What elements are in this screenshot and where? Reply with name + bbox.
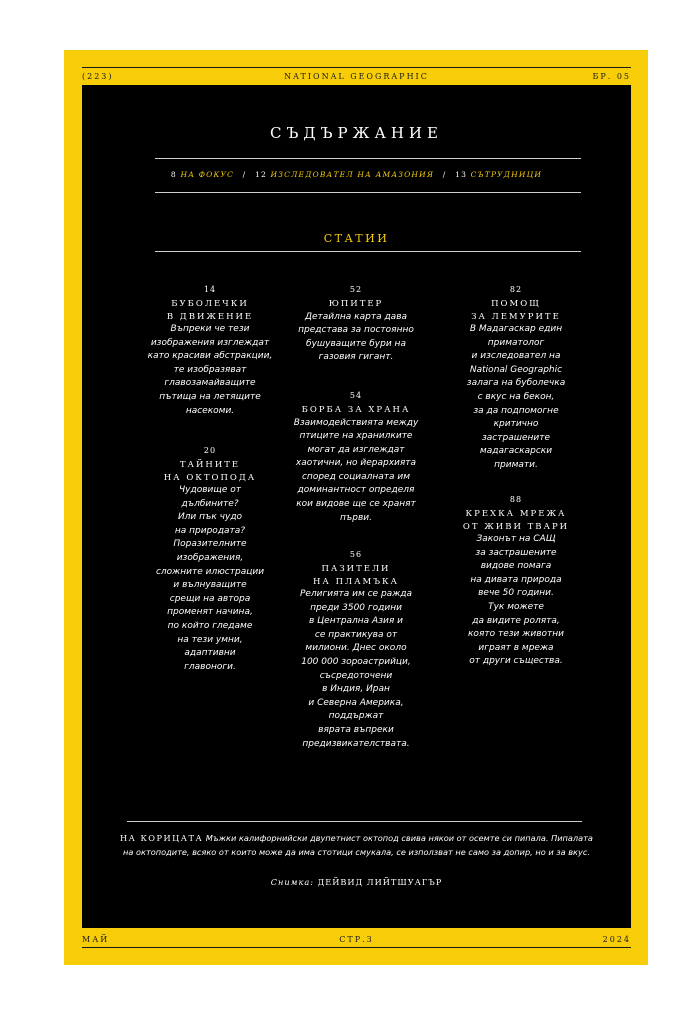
article-title: КРЕХКА МРЕЖА ОТ ЖИВИ ТВАРИ (462, 509, 570, 532)
article-description: Детайлна карта дава представа за постоянно бушуващите бури на газовия гигант. (298, 311, 414, 363)
description-highlight: National Geographic (469, 364, 563, 375)
footer-month: МАЙ (82, 934, 110, 944)
divider (127, 821, 582, 822)
article-card[interactable] (426, 494, 606, 669)
divider (155, 158, 581, 159)
article-title: ЮПИТЕР (328, 299, 384, 309)
article-title: БУБОЛЕЧКИ В ДВИЖЕНИЕ (166, 299, 254, 322)
article-title: ПОМОЩ ЗА ЛЕМУРИТЕ (471, 299, 561, 322)
nav-page-number: 13 (455, 170, 468, 179)
page-number: СТР.3 (339, 934, 374, 944)
footer-rule-bottom (82, 947, 631, 948)
article-page-number: 54 (349, 391, 363, 400)
article-description: Въпреки че тези изображения изглеждат като красиви абстракции, те изобразяват главозамайващите пътища на летящите насекоми. (147, 324, 273, 416)
article-description: Взаимодействията между птиците на хранилките могат да изглеждат хаотични, но йерархията според социалната им доминантност определя кои видове ще се хранят първи. (293, 417, 419, 523)
nav-separator: / (442, 170, 447, 179)
article-description: Чудовище от дълбините? Или пък чудо на природата? Поразителните изображения, сложните илюстрации и вълнуващите срещи на автора променят начина, по който гледаме на тези умни, адаптивни главоноги. (155, 485, 265, 672)
article-page-number: 88 (509, 495, 523, 504)
section-title: СТАТИИ (323, 232, 390, 245)
nav-page-number: 8 (170, 170, 177, 179)
nav-link-focus[interactable]: НА ФОКУС (180, 170, 235, 179)
header-rule-top (82, 67, 631, 68)
article-card[interactable] (266, 390, 446, 525)
article-card[interactable] (426, 284, 606, 473)
footer-bar (82, 932, 631, 946)
photographer-name: ДЕЙВИД ЛИЙТШУАГЪР (317, 877, 443, 887)
footer-year: 2024 (602, 934, 631, 944)
description-text: залага на буболечка с вкус на бекон, за да подпомогне критично застрашените мадагаскарски примати. (466, 378, 566, 470)
header-bar (82, 69, 631, 83)
article-page-number: 14 (203, 285, 217, 294)
article-title: ПАЗИТЕЛИ НА ПЛАМЪКА (313, 564, 399, 587)
nav-page-number: 12 (254, 170, 267, 179)
article-card[interactable] (266, 549, 446, 751)
photo-credit-label: Снимка: (270, 877, 314, 887)
nav-link-amazon-explorer[interactable]: ИЗСЛЕДОВАТЕЛ НА АМАЗОНИЯ (270, 170, 435, 179)
cover-text: Мъжки калифорнийски двупетнист октопод свива някои от осемте си пипала. Пипалата на октоподите, всяко от които може да има стотици смукала, се използват не само за допир, но и за вкус. (123, 833, 593, 857)
article-title: ТАЙНИТЕ НА ОКТОПОДА (163, 460, 257, 483)
divider (155, 192, 581, 193)
photo-credit (82, 877, 631, 887)
article-page-number: 52 (349, 285, 363, 294)
description-text: В Мадагаскар един приматолог и изследовател на (469, 324, 563, 362)
section-nav (82, 170, 631, 179)
article-description: Законът на САЩ за застрашените видове помага на дивата природа вече 50 години. Тук можете да видите ролята, която тези животни играят в мрежа от други същества. (468, 534, 564, 667)
article-card[interactable] (266, 284, 446, 365)
article-description: Религията им се ражда преди 3500 години в Централна Азия и се практикува от милиони. Днес около 100 000 зороастрийци, съсредоточени в Индия, Иран и Северна Америка, поддържат вярата въпреки предизвикателствата. (299, 589, 413, 749)
nav-link-contributors[interactable]: СЪТРУДНИЦИ (470, 170, 543, 179)
magazine-name: NATIONAL GEOGRAPHIC (284, 71, 429, 81)
issue-number: (223) (82, 71, 114, 81)
divider (155, 251, 581, 252)
nav-separator: / (242, 170, 247, 179)
cover-label: НА КОРИЦАТА (120, 833, 204, 843)
article-description (426, 323, 606, 473)
article-page-number: 56 (349, 550, 363, 559)
article-page-number: 20 (203, 446, 217, 455)
article-page-number: 82 (509, 285, 523, 294)
cover-caption (115, 832, 598, 859)
article-title: БОРБА ЗА ХРАНА (301, 405, 411, 415)
issue-label: БР. 05 (592, 71, 631, 81)
page-title: СЪДЪРЖАНИЕ (270, 124, 443, 142)
